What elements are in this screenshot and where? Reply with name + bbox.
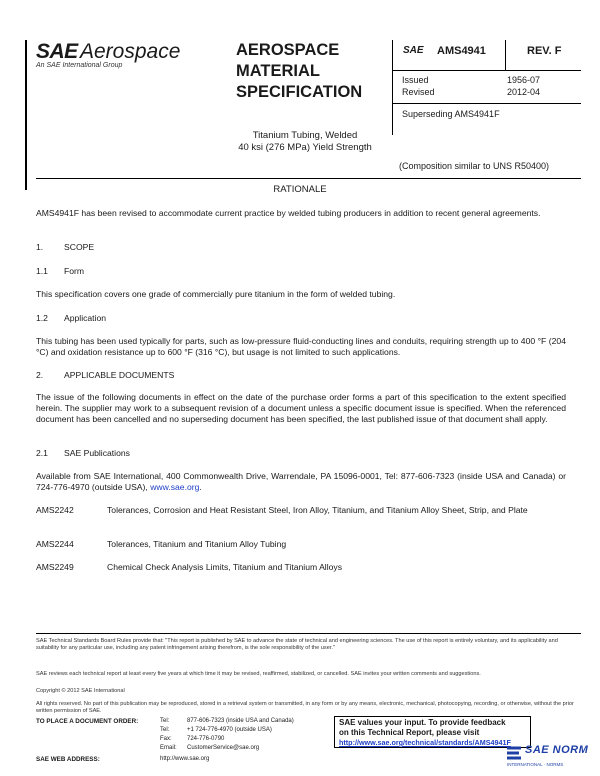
watermark-logo-icon [505,744,525,762]
section-2-heading [36,370,174,380]
fax-value: 724-776-0790 [187,736,225,742]
sae-mini-logo: SAE [403,45,424,56]
section-title: Form [64,266,85,276]
web-value[interactable]: http://www.sae.org [160,756,210,762]
section-2-text: The issue of the following documents in effect on the date of the purchase order forms a part of this specification to the extent specified herein. The supplier may work to a subsequent revision of a document unless a specific document issue is specified. When the referenced document has been cancelled and no superseding document has been specified, the last published issue of that document shall apply. [36,392,566,424]
spec-title-line-3: SPECIFICATION [236,83,363,101]
issued-label: Issued [402,75,429,85]
section-number: 1.1 [36,266,48,276]
standards-board-notice: SAE Technical Standards Board Rules provide that: "This report is published by SAE to advance the state of technical and engineering sciences. The use of this report is entirely voluntary, and its applicability and suitability for any particular use, including any patent infringement arising therefrom, is the sole responsibility of the user." [36,638,558,652]
copyright: Copyright © 2012 SAE International [36,688,125,694]
section-title: Application [64,313,107,323]
rights-notice: All rights reserved. No part of this publication may be reproduced, stored in a retrieval system or transmitted, in any form or by any means, electronic, mechanical, photocopying, recording, or otherwise, without the prior written permission of SAE. [36,701,574,715]
footer-rule [36,633,581,634]
watermark-subtext: INTERNATIONAL · NORMS [507,762,564,767]
section-1-2-text: This tubing has been used typically for parts, such as low-pressure fluid-conducting lines and conduits, requiring strength up to 400 °F (204 °C) and oxidation resistance up to 600 °F (316 °C), but usage is not limited to such applications. [36,336,566,357]
tel-value: 877-606-7323 (inside USA and Canada) [187,718,294,724]
section-2-1-text [36,471,566,493]
feedback-line-1: SAE values your input. To provide feedback [339,718,506,727]
tel2-label: Tel: [160,727,170,733]
tel2-value: +1 724-776-4970 (outside USA) [187,727,272,733]
reference-title: Chemical Check Analysis Limits, Titanium and Titanium Alloys [107,562,342,572]
spec-title [236,40,386,103]
document-number: AMS4941 [437,45,486,57]
reference-code: AMS2244 [36,539,74,549]
header-bottom-rule [36,178,581,179]
section-number: 1.2 [36,313,48,323]
email-value[interactable]: CustomerService@sae.org [187,745,260,751]
review-notice: SAE reviews each technical report at least every five years at which time it may be revised, reaffirmed, stabilized, or cancelled. SAE invites your written comments and suggestions. [36,671,481,677]
fax-label: Fax: [160,736,172,742]
subject-line-1: Titanium Tubing, Welded [252,130,358,141]
section-number: 1. [36,242,44,252]
reference-title: Tolerances, Corrosion and Heat Resistant Steel, Iron Alloy, Titanium, and Titanium Alloy Sheet, Strip, and Plate [107,505,528,515]
sae-address-text: Available from SAE International, 400 Commonwealth Drive, Warrendale, PA 15096-0001, Tel: 877-606-7323 (inside USA and Canada) or 724-776-4970 (outside USA), [36,471,566,492]
composition-note: (Composition similar to UNS R50400) [399,161,550,171]
web-label: SAE WEB ADDRESS: [36,756,100,763]
revised-label: Revised [402,87,435,97]
left-margin-rule [25,40,27,190]
feedback-link[interactable]: http://www.sae.org/technical/standards/AMS4941F [339,738,511,747]
section-1-2-heading [36,313,106,323]
spec-title-line-2: MATERIAL [236,62,321,80]
section-title: SCOPE [64,242,95,252]
document-subject [0,130,600,154]
revision-label: REV. F [527,45,562,57]
sae-website-link[interactable]: www.sae.org [150,482,200,492]
logo-subtitle: An SAE International Group [36,62,123,69]
section-title: SAE Publications [64,448,130,458]
sentence-end: . [199,482,202,492]
section-1-1-heading [36,266,84,276]
spec-title-line-1: AEROSPACE [236,41,340,59]
email-label: Email: [160,745,177,751]
revision-divider [505,40,506,70]
issued-date: 1956-07 [507,75,541,85]
feedback-line-2: on this Technical Report, please visit [339,728,480,737]
section-title: APPLICABLE DOCUMENTS [64,370,175,380]
tel-label: Tel: [160,718,170,724]
section-1-1-text: This specification covers one grade of commercially pure titanium in the form of welded tubing. [36,289,396,299]
subject-line-2: 40 ksi (276 MPa) Yield Strength [238,142,372,153]
reference-title: Tolerances, Titanium and Titanium Alloy Tubing [107,539,287,549]
section-number: 2. [36,370,44,380]
reference-code: AMS2242 [36,505,74,515]
revised-date: 2012-04 [507,87,541,97]
superseding-note: Superseding AMS4941F [402,109,500,119]
rationale-heading: RATIONALE [273,184,327,195]
header-box-left-rule [392,40,393,135]
watermark-text: SAE NORM [525,744,589,756]
order-label: TO PLACE A DOCUMENT ORDER: [36,718,139,725]
reference-code: AMS2249 [36,562,74,572]
superseding-rule [392,103,581,104]
aerospace-logo-text: Aerospace [80,40,181,63]
section-2-1-heading [36,448,130,458]
sae-logo: SAE [36,40,78,63]
section-number: 2.1 [36,448,48,458]
rationale-text: AMS4941F has been revised to accommodate current practice by welded tubing producers in addition to recent general agreements. [36,208,541,218]
section-1-heading [36,242,94,252]
